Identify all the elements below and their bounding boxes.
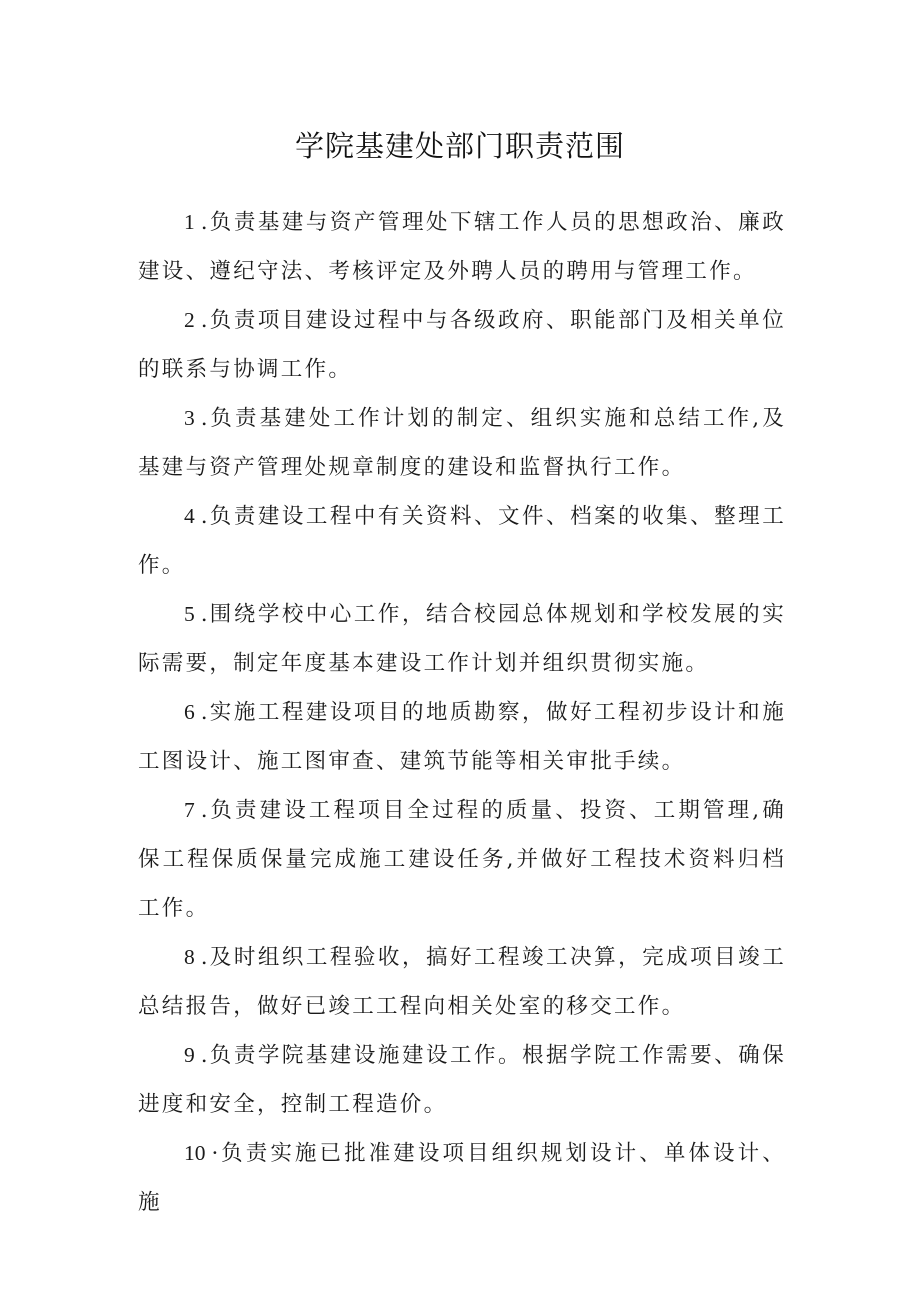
item-separator: · <box>211 1141 219 1166</box>
item-text: 负责建设工程中有关资料、文件、档案的收集、整理工作。 <box>138 504 786 578</box>
item-separator: . <box>200 308 208 333</box>
item-number: 1 <box>184 210 195 234</box>
item-separator: . <box>200 1043 208 1068</box>
item-number: 8 <box>184 945 195 969</box>
item-separator: . <box>200 798 208 823</box>
item-number: 4 <box>184 504 195 528</box>
item-separator: . <box>200 406 208 431</box>
item-number: 6 <box>184 700 195 724</box>
item-text: 及时组织工程验收，搞好工程竣工决算，完成项目竣工总结报告，做好已竣工工程向相关处室的移交工作。 <box>138 945 786 1019</box>
item-separator: . <box>200 210 208 235</box>
item-number: 5 <box>184 602 195 626</box>
item-text: 负责建设工程项目全过程的质量、投资、工期管理,确保工程保质保量完成施工建设任务,并做好工程技术资料归档工作。 <box>138 798 786 921</box>
item-text: 实施工程建设项目的地质勘察，做好工程初步设计和施工图设计、施工图审查、建筑节能等相关审批手续。 <box>138 700 786 774</box>
document-title: 学院基建处部门职责范围 <box>294 129 625 163</box>
item-number: 2 <box>184 308 195 332</box>
list-item <box>138 1031 786 1129</box>
item-text: 负责学院基建设施建设工作。根据学院工作需要、确保进度和安全，控制工程造价。 <box>138 1043 786 1117</box>
item-text: 负责项目建设过程中与各级政府、职能部门及相关单位的联系与协调工作。 <box>138 308 786 382</box>
list-item <box>138 786 786 933</box>
item-text: 负责基建与资产管理处下辖工作人员的思想政治、廉政建设、遵纪守法、考核评定及外聘人员的聘用与管理工作。 <box>138 210 786 284</box>
item-separator: . <box>200 504 208 529</box>
list-item <box>138 933 786 1031</box>
item-separator: . <box>200 700 208 725</box>
list-item <box>138 394 786 492</box>
list-item <box>138 590 786 688</box>
item-number: 10 <box>184 1141 206 1165</box>
list-item <box>138 492 786 590</box>
item-text: 负责基建处工作计划的制定、组织实施和总结工作,及基建与资产管理处规章制度的建设和监督执行工作。 <box>138 406 786 480</box>
item-separator: . <box>200 945 208 970</box>
list-item <box>138 198 786 296</box>
item-text: 围绕学校中心工作，结合校园总体规划和学校发展的实际需要，制定年度基本建设工作计划并组织贯彻实施。 <box>138 602 786 676</box>
list-item <box>138 296 786 394</box>
list-item <box>138 688 786 786</box>
responsibility-list <box>138 198 786 1227</box>
item-text: 负责实施已批准建设项目组织规划设计、单体设计、施 <box>138 1141 786 1215</box>
item-number: 7 <box>184 798 195 822</box>
item-separator: . <box>200 602 208 627</box>
item-number: 9 <box>184 1043 195 1067</box>
list-item <box>138 1129 786 1227</box>
item-number: 3 <box>184 406 195 430</box>
